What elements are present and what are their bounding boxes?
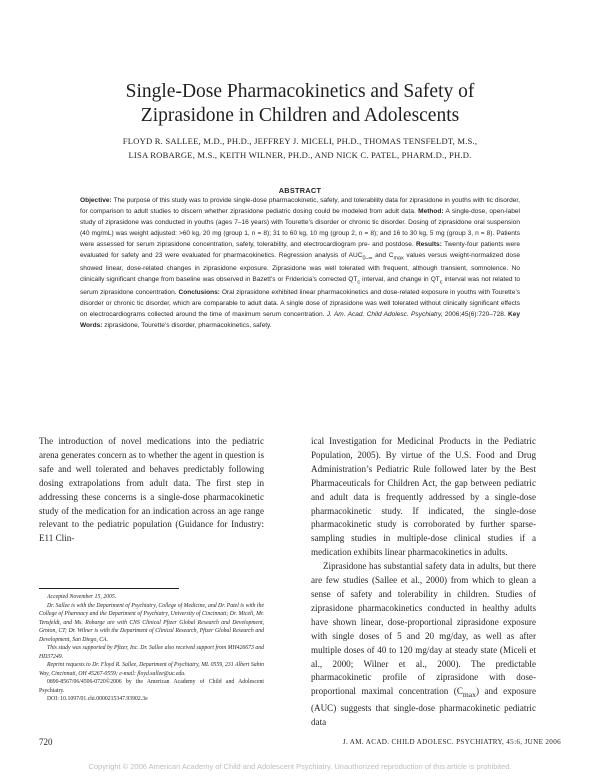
results-text: and C [372,251,394,259]
doi: DOI: 10.1097/01.chi.0000215347.93902.3e [47,696,148,702]
paragraph-text: ) and exposure (AUC) suggests that single-dose pharmacokinetic pediatric data [311,686,536,727]
footnotes [39,593,264,704]
results-text: values versus weight-normalized dose showed linear, dose-related changes in ziprasidone exposure. Ziprasidone was well tolerated with frequent, although transient, somnolence. No clinically significant change from baseline was observed in Bazett’s or Fridericia’s corrected QT [80,251,520,283]
results-text: interval, and change in QT [360,275,440,283]
cmax-subscript: max [462,690,476,700]
issn-copyright: 0890-8567/06/4506-0720©2006 by the American Academy of Child and Adolescent Psychiatry. [39,679,264,694]
conclusions-text: Oral ziprasidone exhibited linear pharmacokinetics and dose-related exposure in youths with Tourette’s disorder or chronic tic disorder, which are comparable to adult data. A single dose of ziprasidone was well tolerated without clinically significant effects on electrocardiograms collected around the time of maximum serum concentration. [80,288,521,318]
objective-label: Objective: [80,197,112,204]
accepted-date: Accepted November 15, 2005. [47,594,117,600]
qtc-subscript: c [439,278,443,285]
title-line-1: Single-Dose Pharmacokinetics and Safety of [125,81,475,102]
citation-detail: 2006;45(6):720–728. [442,310,508,318]
authors-line-1: FLOYD R. SALLEE, M.D., PH.D., JEFFREY J. MICELI, PH.D., THOMAS TENSFELDT, M.S., [122,136,478,146]
cmax-subscript: max [393,254,404,261]
running-head: J. AM. ACAD. CHILD ADOLESC. PSYCHIATRY, 45:6, JUNE 2006 [342,738,561,746]
journal-citation: J. Am. Acad. Child Adolesc. Psychiatry, [326,310,443,318]
body-paragraph-2 [311,560,536,730]
results-text: interval was not related to serum ziprasidone concentration. [80,275,520,296]
authors-line-2: LISA ROBARGE, M.S., KEITH WILNER, PH.D., AND NICK C. PATEL, PHARM.D., PH.D. [128,150,472,160]
title-line-2: Ziprasidone in Children and Adolescents [140,105,460,126]
intro-paragraph: The introduction of novel medications into the pediatric arena generates concern as to whether the agent in question is safe and well tolerated and behaves predictably following dosing extrapolations from adult data. The first step in addressing these concerns is a single-dose pharmacokinetic study of the medication for an indication across an age range relevant to the pediatric population (Guidance for Industry: E11 Clin- [39,436,264,544]
author-list [50,134,550,162]
article-title [40,80,560,128]
paragraph-text: Ziprasidone has substantial safety data in adults, but there are few studies (Sallee et al., 2000) from which to glean a sense of safety and tolerability in children. Studies of ziprasidone pharmacokinetics conducted in healthy adults have shown linear, dose-proportional ziprasidone exposure with single doses of 5 and 20 mg/day, as well as after multiple doses of 40 to 120 mg/day at steady state (Miceli et al., 2000; Wilner et al., 2000). The predictable pharmacokinetic profile of ziprasidone with dose-proportional maximal concentration (C [311,561,536,697]
page-number: 720 [39,737,53,747]
abstract-heading: ABSTRACT [278,186,322,195]
results-text: Twenty-four patients were evaluated for safety and 23 were evaluated for pharmacokinetics. Regression analysis of AUC [80,240,520,259]
body-paragraph-1: ical Investigation for Medicinal Products in the Pediatric Population, 2005). By virtue of the U.S. Food and Drug Administration’s Pediatric Rule followed later by the Best Pharmaceuticals for Children Act, the gap between pediatric and adult data is frequently addressed by a single-dose pharmacokinetic study. If indicated, the single-dose pharmacokinetic study is corroborated by further sparse-sampling studies in multiple-dose clinical studies if a medication exhibits linear pharmacokinetics in adults. [311,436,536,558]
objective-text: The purpose of this study was to provide single-dose pharmacokinetic, safety, and tolerability data for ziprasidone in youths with tic disorder, for comparison to adult studies to discern whether ziprasidone pediatric dosing could be modeled from adult data. [80,197,520,215]
body-column-right [311,435,536,730]
reprint-requests: Reprint requests to Dr. Floyd R. Sallee, Department of Psychiatry, ML 0559, 231 Albert Sabin Way, Cincinnati, OH 45267-0559; e-mail: floyd.sallee@uc.edu. [39,662,264,677]
conclusions-label: Conclusions: [178,288,220,296]
funding-note: This study was supported by Pfizer, Inc. Dr. Sallee also received support from MH426673 and HD37249. [39,645,264,660]
keywords-text: ziprasidone, Tourette’s disorder, pharmacokinetics, safety. [102,321,272,329]
results-label: Results: [416,240,442,248]
author-affiliations: Dr. Sallee is with the Department of Psychiatry, College of Medicine, and Dr. Patel is with the College of Pharmacy and the Department of Psychiatry, University of Cincinnati; Dr. Miceli, Mr. Tensfeldt, and Ms. Robarge are with CNS Clinical Pfizer Global Research and Development, Groton, CT; Dr. Wilner is with the Department of Clinical Research, Pfizer Global Research and Development, San Diego, CA. [39,602,264,643]
qtc-subscript: c [357,278,361,285]
method-label: Method: [418,207,444,215]
body-column-left [39,435,264,546]
footnote-divider [39,588,179,589]
keywords-label: Key Words: [80,310,520,329]
auc-subscript: 0–∞ [362,254,373,261]
method-text: A single-dose, open-label study of ziprasidone was conducted in youths (ages 7–16 years) with Tourette’s disorder or chronic tic disorder. Dosing of ziprasidone oral suspension (40 mg/mL) was weight adjusted: >60 kg, 20 mg (group 1, n = 8); 31 to 60 kg, 10 mg (group 2, n = 8); and 16 to 30 kg, 5 mg (group 3, n = 8). Patients were assessed for serum ziprasidone concentration, safety, tolerability, and electrocardiogram pre- and postdose. [80,207,520,248]
copyright-notice: Copyright © 2006 American Academy of Child and Adolescent Psychiatry. Unauthorized reproduction of this article is prohibited. [88,762,512,771]
abstract-body [80,196,520,331]
